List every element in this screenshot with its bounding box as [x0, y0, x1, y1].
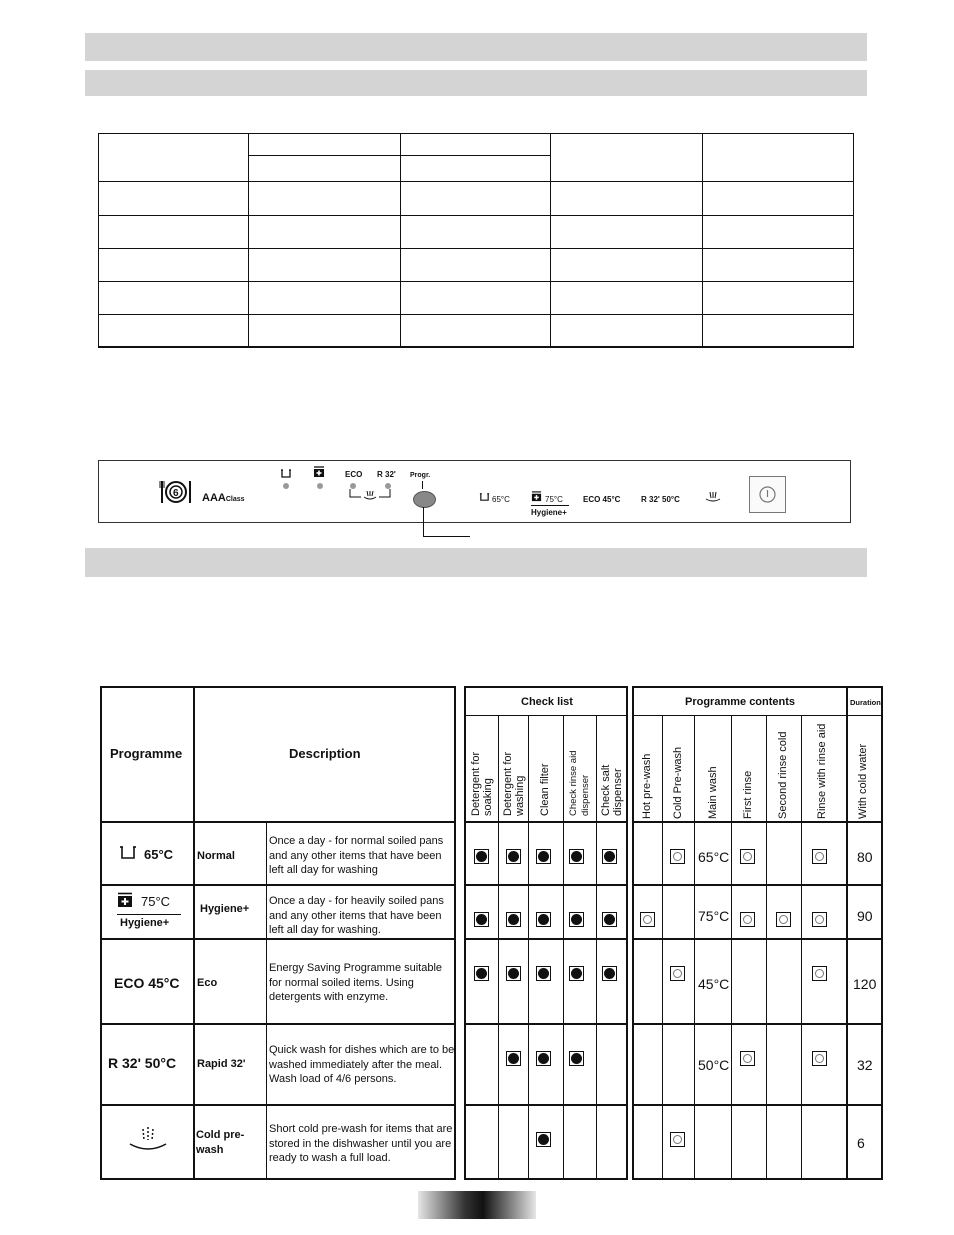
contents-col-1: Hot pre-wash — [641, 753, 653, 819]
checklist-mark — [569, 1051, 584, 1066]
checklist-mark — [602, 912, 617, 927]
contents-mark — [776, 912, 791, 927]
header-bar-top — [85, 33, 867, 61]
place-settings-icon — [159, 479, 193, 505]
contents-mark — [812, 849, 827, 864]
checklist-mark — [474, 849, 489, 864]
row2-name: Hygiene+ — [200, 903, 250, 915]
checklist-mark — [536, 849, 551, 864]
checklist-col-1: Detergent for soaking — [470, 751, 494, 816]
programme-button[interactable] — [413, 491, 436, 508]
row5-desc: Short cold pre-wash for items that are stored in the dishwasher until you are ready to wash a full load. — [269, 1123, 453, 1164]
contents-title: Programme contents — [685, 696, 796, 708]
description-header: Description — [289, 746, 361, 761]
checklist-mark — [506, 912, 521, 927]
row2-symbol-sub: Hygiene+ — [120, 917, 170, 929]
row1-name: Normal — [197, 850, 235, 862]
contents-col-2: Cold Pre-wash — [672, 746, 684, 819]
duration-value: 32 — [857, 1057, 873, 1073]
programme-table — [100, 686, 456, 1180]
duration-title: Duration — [850, 698, 881, 707]
prog-r32-label: R 32' 50°C — [641, 495, 680, 504]
pointer-line-h — [423, 536, 470, 537]
checklist-col-3: Clean filter — [539, 763, 551, 816]
duration-value: 6 — [857, 1135, 865, 1151]
checklist-mark — [536, 912, 551, 927]
prog-eco-label: ECO 45°C — [583, 495, 621, 504]
row3-symbol: ECO 45°C — [114, 975, 180, 991]
prog-65-label: 65°C — [492, 495, 510, 504]
row4-symbol: R 32' 50°C — [108, 1055, 177, 1071]
checklist-mark — [536, 1132, 551, 1147]
hygiene-small-icon — [531, 491, 542, 502]
contents-mark — [812, 912, 827, 927]
row3-name: Eco — [197, 977, 218, 989]
row4-name: Rapid 32' — [197, 1058, 246, 1070]
pot-small-icon — [479, 491, 490, 502]
row5-name: Cold pre-wash — [196, 1129, 245, 1156]
checklist-mark — [569, 849, 584, 864]
checklist-mark — [602, 966, 617, 981]
spec-table — [98, 133, 854, 348]
contents-mark — [812, 966, 827, 981]
power-icon — [758, 485, 777, 504]
indicator-led-1 — [283, 483, 289, 489]
contents-col-4: First rinse — [742, 770, 754, 819]
prog-75-label: 75°C — [545, 495, 563, 504]
progr-label: Progr. — [410, 472, 431, 479]
main-wash-temperature: 50°C — [698, 1057, 730, 1073]
checklist-mark — [474, 966, 489, 981]
section-bar — [85, 548, 867, 577]
duration-value: 90 — [857, 908, 873, 924]
pot-icon — [280, 467, 292, 479]
eco-label: ECO — [345, 470, 363, 479]
row4-desc: Quick wash for dishes which are to be washed immediately after the meal. Wash load of 4/6 persons. — [269, 1044, 455, 1085]
progr-line — [422, 481, 423, 489]
cold-prewash-icon — [128, 1126, 168, 1152]
checklist-col-4: Check rinse aid dispenser — [568, 750, 591, 816]
contents-mark — [740, 912, 755, 927]
contents-mark — [670, 1132, 685, 1147]
energy-class-label: AAAClass — [202, 492, 245, 504]
main-wash-temperature: 65°C — [698, 849, 730, 865]
contents-col-5: Second rinse cold — [777, 731, 789, 819]
coldwash-small-icon — [705, 491, 721, 503]
hygiene-pot-icon — [117, 892, 133, 908]
checklist-mark — [506, 849, 521, 864]
pointer-line — [423, 507, 424, 537]
contents-mark — [740, 1051, 755, 1066]
duration-value: 80 — [857, 849, 873, 865]
checklist-mark — [602, 849, 617, 864]
checklist-mark — [536, 966, 551, 981]
checklist-title: Check list — [521, 696, 573, 708]
row2-underline — [117, 914, 181, 915]
bracket-coldwash-icon — [349, 489, 391, 501]
row1-symbol: 65°C — [144, 847, 174, 862]
power-button[interactable] — [749, 476, 786, 513]
checklist-mark — [506, 1051, 521, 1066]
header-bar-second — [85, 70, 867, 96]
hygiene-sub-label: Hygiene+ — [531, 508, 567, 517]
contents-col-6: Rinse with rinse aid — [816, 723, 828, 819]
programme-header: Programme — [110, 746, 183, 761]
contents-mark — [640, 912, 655, 927]
indicator-led-2 — [317, 483, 323, 489]
row2-desc: Once a day - for heavily soiled pans and any other items that have been left all day for washing. — [269, 895, 444, 936]
contents-mark — [670, 849, 685, 864]
contents-mark — [812, 1051, 827, 1066]
main-wash-temperature: 75°C — [698, 908, 730, 924]
checklist-mark — [569, 966, 584, 981]
pot-icon — [119, 844, 137, 860]
duration-value: 120 — [853, 976, 877, 992]
checklist-mark — [506, 966, 521, 981]
contents-mark — [740, 849, 755, 864]
hygiene-underline — [531, 505, 569, 506]
checklist-col-2: Detergent for washing — [502, 751, 526, 816]
row1-desc: Once a day - for normal soiled pans and any other items that have been left all day for washing — [269, 835, 444, 876]
checklist-mark — [569, 912, 584, 927]
contents-mark — [670, 966, 685, 981]
hygiene-pot-icon — [313, 466, 325, 478]
svg-text:6: 6 — [173, 488, 179, 499]
contents-col-3: Main wash — [707, 766, 719, 819]
checklist-col-5: Check salt dispenser — [600, 764, 624, 816]
checklist-table — [464, 686, 628, 1180]
checklist-mark — [474, 912, 489, 927]
row3-desc: Energy Saving Programme suitable for normal soiled items. Using detergents with enzyme. — [269, 962, 443, 1003]
page-number-tab — [418, 1191, 536, 1219]
duration-col: With cold water — [857, 743, 869, 819]
main-wash-temperature: 45°C — [698, 976, 730, 992]
row2-symbol: 75°C — [141, 894, 171, 909]
checklist-mark — [536, 1051, 551, 1066]
contents-table — [632, 686, 883, 1180]
control-panel — [98, 460, 851, 523]
r32-label: R 32' — [377, 470, 396, 479]
